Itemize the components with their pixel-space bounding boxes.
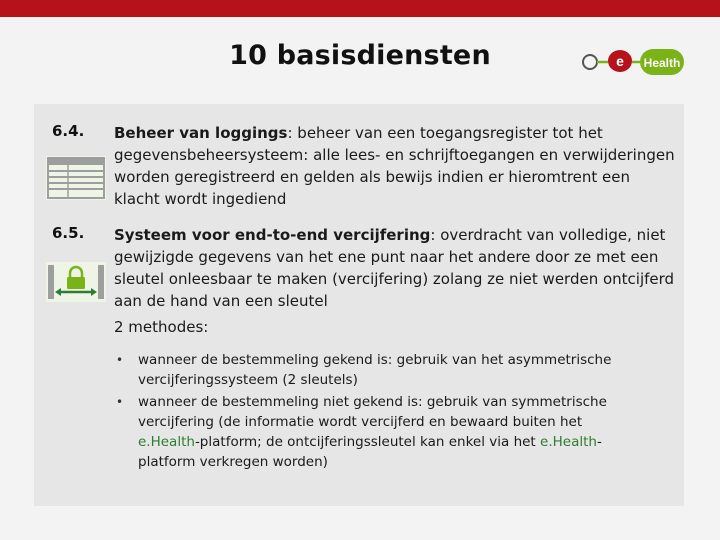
item-text: Beheer van loggings: beheer van een toegangsregister tot het gegevensbeheersysteem: alle lees- en schrijftoegangen en verwijderingen worden geregistreerd en gelden als bewijs indien er hieromtrent een klacht wordt ingediend bbox=[114, 124, 675, 208]
item-description: beheer van een toegangsregister tot het gegevensbeheersysteem: alle lees- en schrijftoegangen en verwijderingen worden geregistreerd en gelden als bewijs indien er hieromtrent een klacht wordt ingediend bbox=[114, 124, 675, 208]
ehealth-term: e.Health bbox=[540, 434, 597, 450]
item-term: Beheer van loggings bbox=[114, 124, 288, 142]
bullet-marker: • bbox=[116, 395, 124, 409]
item-number: 6.5. bbox=[52, 224, 85, 242]
item-description: overdracht van volledige, niet gewijzigde gegevens van het ene punt naar het andere door ze met een sleutel onleesbaar te maken (vercijfering) zolang ze niet werden ontcijferd aan de hand van een sleutel bbox=[114, 226, 675, 310]
methods-label: 2 methodes: bbox=[114, 318, 209, 336]
item-number: 6.4. bbox=[52, 122, 85, 140]
ehealth-logo bbox=[578, 46, 688, 78]
svg-text:Health: Health bbox=[643, 56, 681, 70]
list-item: • wanneer de bestemmeling niet gekend is: gebruik van symmetrische vercijfering (de informatie wordt vercijferd en bewaard buiten het e.Health-platform; de ontcijferingssleutel kan enkel via het e.Health-platform verkregen worden) bbox=[116, 394, 607, 470]
slide-title: 10 basisdiensten bbox=[229, 40, 491, 71]
register-table-icon bbox=[46, 156, 106, 204]
content-panel bbox=[34, 104, 684, 506]
ehealth-term: e.Health bbox=[138, 434, 195, 450]
svg-text:e: e bbox=[616, 53, 624, 69]
methods-list bbox=[114, 350, 644, 474]
list-item: • wanneer de bestemmeling gekend is: gebruik van het asymmetrische vercijferingssysteem (2 sleutels) bbox=[116, 352, 612, 388]
bullet-marker: • bbox=[116, 353, 124, 367]
encryption-lock-icon bbox=[46, 262, 106, 306]
item-term: Systeem voor end-to-end vercijfering bbox=[114, 226, 431, 244]
top-accent-bar bbox=[0, 0, 720, 17]
item-text: Systeem voor end-to-end vercijfering: overdracht van volledige, niet gewijzigde gegevens van het ene punt naar het andere door ze met een sleutel onleesbaar te maken (vercijfering) zolang ze niet werden ontcijferd aan de hand van een sleutel 2 methodes: bbox=[114, 224, 679, 338]
